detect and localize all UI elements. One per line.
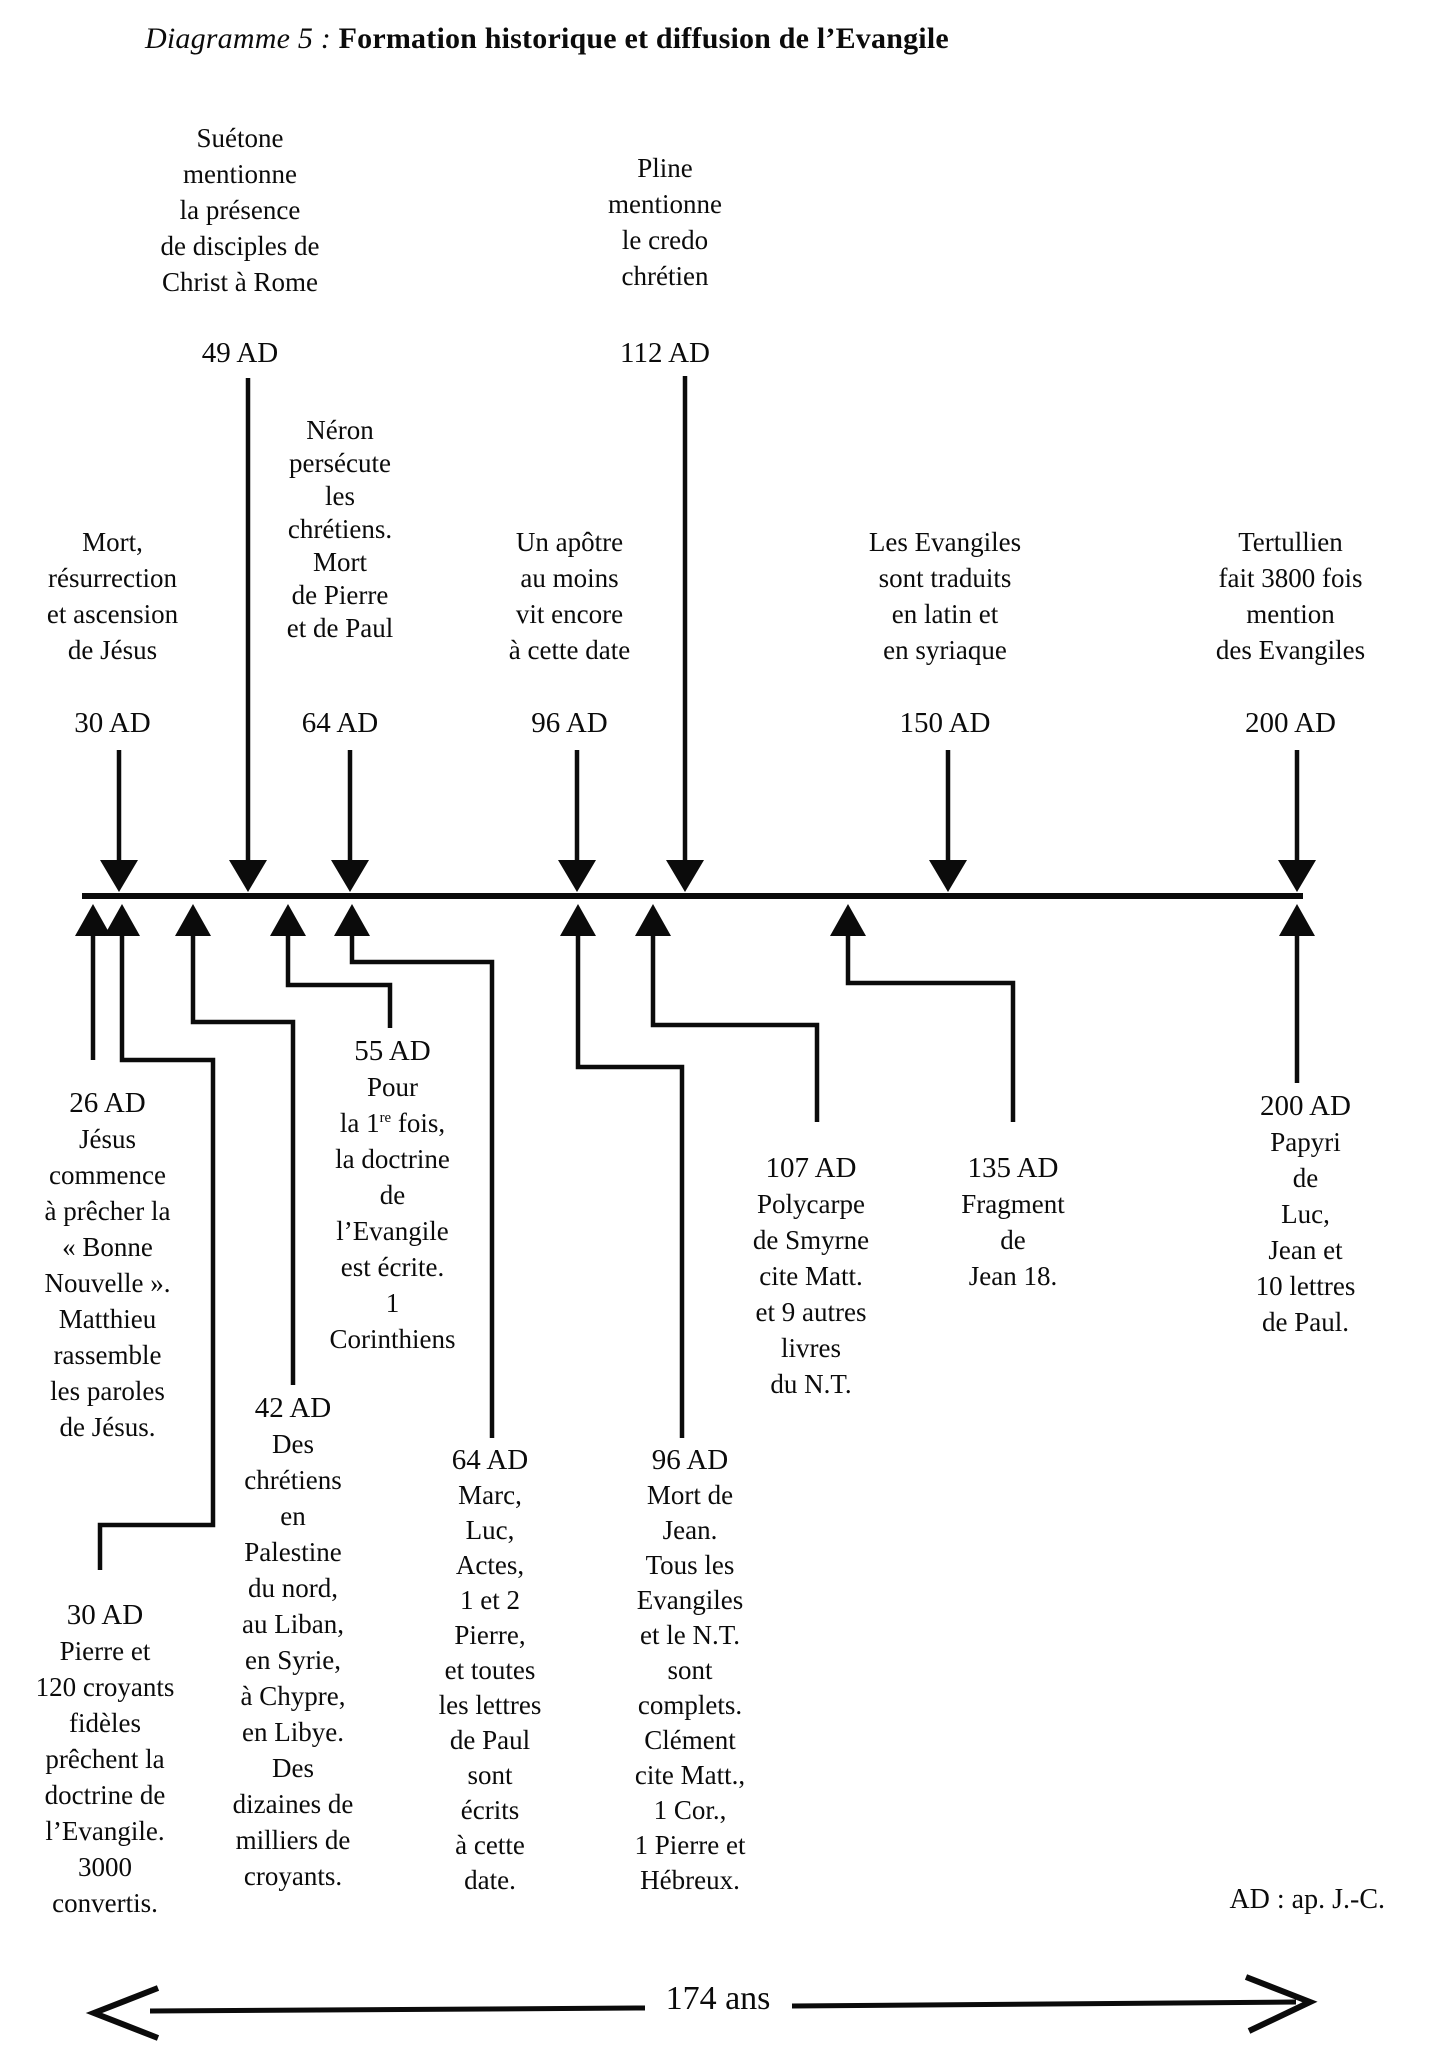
connector-below-107ad [635, 904, 817, 1122]
connector-below-55ad [270, 904, 390, 1028]
event-below-96ad [610, 1443, 770, 1898]
event-text: Pour la 1re fois, la doctrine de l’Evangile est écrite. 1 Corinthiens [329, 1072, 456, 1354]
event-above-30ad-year: 30 AD [74, 707, 151, 739]
event-below-26ad-year: 26 AD [69, 1087, 146, 1119]
event-above-200ad-year: 200 AD [1244, 707, 1337, 739]
event-text: Fragment de Jean 18. [961, 1189, 1065, 1291]
event-above-96ad: Un apôtre au moins vit encore à cette date [508, 527, 631, 665]
event-below-30ad-year: 30 AD [66, 1599, 144, 1631]
event-below-42ad [203, 1390, 383, 1894]
event-text: Mort de Jean. Tous les Evangiles et le N.T. sont complets. Clément cite Matt., 1 Cor., 1 Pierre et Hébreux. [634, 1480, 746, 1895]
event-below-30ad [10, 1597, 200, 1921]
event-above-49ad-year: 49 AD [201, 337, 279, 369]
event-above-150ad-year: 150 AD [899, 707, 991, 739]
event-below-135ad [933, 1150, 1093, 1294]
event-below-64ad [415, 1443, 565, 1898]
event-below-26ad [10, 1085, 205, 1445]
event-below-55ad [300, 1033, 485, 1357]
span-arrow-left-icon [94, 1988, 158, 2038]
ad-legend: AD : ap. J.-C. [1229, 1884, 1385, 1915]
arrow-above-30ad [100, 750, 138, 892]
event-below-96ad-year: 96 AD [651, 1444, 729, 1476]
event-below-200ad-year: 200 AD [1259, 1090, 1352, 1122]
arrow-above-200ad [1278, 750, 1316, 892]
title-main: Formation historique et diffusion de l’Evangile [338, 22, 949, 55]
event-text: Pierre et 120 croyants fidèles prêchent la doctrine de l’Evangile. 3000 convertis. [35, 1636, 175, 1918]
event-above-112ad: Pline mentionne le credo chrétien [608, 153, 722, 291]
event-text: Des chrétiens en Palestine du nord, au Liban, en Syrie, à Chypre, en Libye. Des dizaines de milliers de croyants. [232, 1429, 354, 1891]
title-prefix: Diagramme 5 : [145, 22, 331, 55]
event-above-64ad-year: 64 AD [301, 707, 379, 739]
page-title [145, 22, 949, 56]
event-above-64ad: Néron persécute les chrétiens. Mort de Pierre et de Paul [286, 415, 394, 643]
event-above-150ad: Les Evangiles sont traduits en latin et en syriaque [868, 527, 1022, 665]
event-below-55ad-year: 55 AD [354, 1035, 431, 1067]
event-below-107ad-year: 107 AD [765, 1152, 857, 1184]
event-text: Jésus commence à prêcher la « Bonne Nouvelle ». Matthieu rassemble les paroles de Jésus. [44, 1124, 171, 1442]
span-duration-label: 174 ans [665, 1980, 771, 2017]
event-below-64ad-year: 64 AD [451, 1444, 529, 1476]
connector-below-200ad [1279, 904, 1315, 1083]
event-below-135ad-year: 135 AD [967, 1152, 1059, 1184]
event-above-200ad: Tertullien fait 3800 fois mention des Evangiles [1215, 527, 1366, 665]
timeline-axis [82, 893, 1303, 899]
event-below-107ad [730, 1150, 892, 1402]
event-above-112ad-year: 112 AD [620, 337, 710, 369]
event-text: Marc, Luc, Actes, 1 et 2 Pierre, et toutes les lettres de Paul sont écrits à cette date. [438, 1480, 542, 1895]
arrow-above-112ad [666, 376, 704, 892]
arrow-above-96ad [558, 750, 596, 892]
event-below-42ad-year: 42 AD [254, 1392, 332, 1424]
connector-below-135ad [830, 904, 1013, 1122]
connector-below-96ad [560, 904, 682, 1438]
event-text: Polycarpe de Smyrne cite Matt. et 9 autres livres du N.T. [752, 1189, 870, 1399]
event-above-49ad: Suétone mentionne la présence de disciples de Christ à Rome [160, 123, 320, 297]
arrow-above-64ad [331, 750, 369, 892]
arrow-above-150ad [929, 750, 967, 892]
event-above-30ad: Mort, résurrection et ascension de Jésus [46, 527, 179, 665]
connector-below-26ad [75, 904, 111, 1060]
event-below-200ad [1228, 1088, 1383, 1340]
event-above-96ad-year: 96 AD [531, 707, 608, 739]
event-text: Papyri de Luc, Jean et 10 lettres de Paul. [1255, 1127, 1356, 1337]
